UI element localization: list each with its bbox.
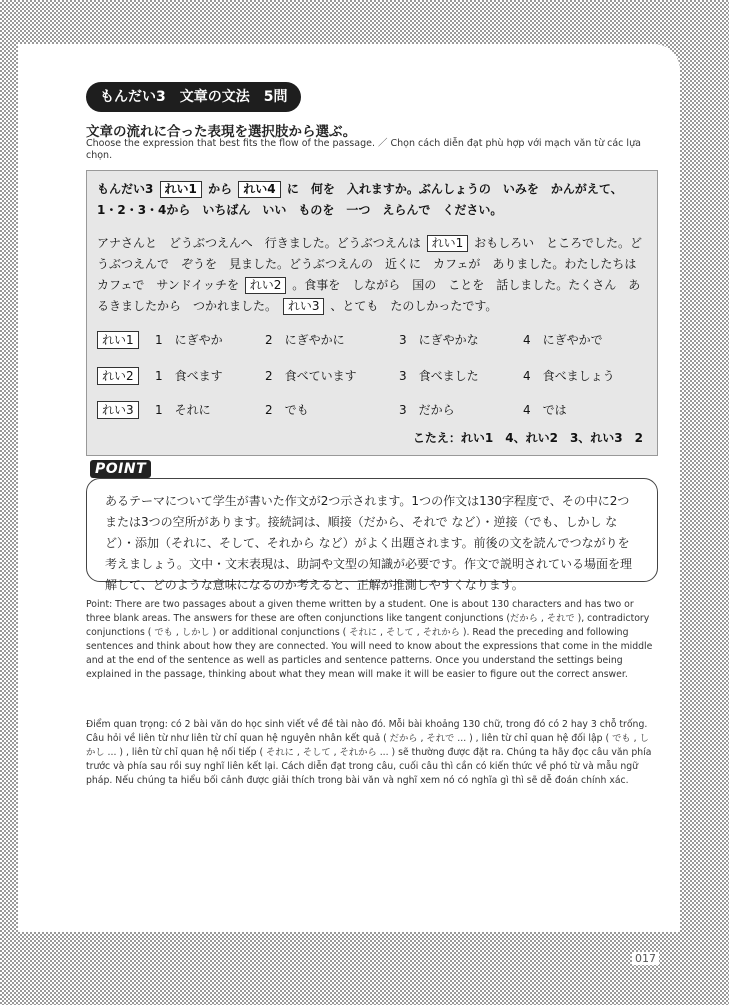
option-row-label: れい2: [97, 367, 139, 385]
instruction-japanese: 文章の流れに合った表現を選択肢から選ぶ。: [86, 124, 357, 140]
section-header: もんだい3 文章の文法 5問: [86, 82, 301, 112]
option-choice[interactable]: 1 それに: [155, 403, 211, 417]
option-row-label: れい1: [97, 331, 139, 349]
option-choice[interactable]: 4 では: [523, 403, 567, 417]
vietnamese-explanation: Điểm quan trọng: có 2 bài văn do học sinh viết về đề tài nào đó. Mỗi bài khoảng 130 chữ, trong đó có 2 hay 3 chỗ trống. Câu hỏi về liên từ như liên từ chỉ quan hệ nguyên nhân kết quả ( だから , それで ... ) , liên từ chỉ quan hệ đối lập ( でも , しかし ... ) , liên từ chỉ quan hệ nối tiếp ( それに , そして , それから ... ) sẽ thường được đặt ra. Chúng ta hãy đọc câu văn phía trước và phía sau rồi suy nghĩ liên kết lại. Cách diễn đạt trong câu, cuối câu thì cần có kiến thức về phó từ và mẫu ngữ pháp. Nếu chúng ta hiểu bối cảnh được giải thích trong bài văn và nghĩ xem nó có nghĩa gì thì sẽ dễ đoán chính xác.: [86, 719, 652, 786]
option-choice[interactable]: 3 にぎやかな: [399, 333, 479, 347]
option-choice[interactable]: 1 食べます: [155, 369, 223, 383]
instruction-english-vietnamese: Choose the expression that best fits the flow of the passage. ／ Chọn cách diễn đạt phù hợp với mạch văn từ các lựa chọn.: [86, 138, 641, 161]
passage-part-c: 。食事を しながら 国の ことを 話しました。たくさん あるきましたから つかれました。: [97, 278, 641, 313]
option-choice[interactable]: 4 食べましょう: [523, 369, 615, 383]
blank-label-1: れい1: [160, 181, 202, 198]
question-title-part-c: に 何を 入れますか。ぶんしょうの いみを かんがえて、: [286, 182, 623, 196]
page-number: 017: [632, 952, 659, 965]
option-choice[interactable]: 2 食べています: [265, 369, 357, 383]
english-explanation: Point: There are two passages about a given theme written by a student. One is about 130 characters and has two or three blank areas. The answers for these are often conjunctions like tangent conjunctions (だから , それで ), contradictory conjunctions ( でも , しかし ) or additional conjunctions ( それに , そして , それから ). Read the preceding and following sentences and think about how they are connected. You will need to know about the expressions that come in the middle and at the end of the sentence as well as particles and sentence patterns. Once you understand the settings being explained in the passage, thinking about what they mean will make it will be easier to figure out the correct answer.: [86, 599, 653, 680]
point-tag: POINT: [90, 460, 151, 478]
question-title: [97, 179, 647, 221]
passage-blank-3: れい3: [283, 298, 325, 315]
passage-part-d: 、とても たのしかったです。: [330, 299, 498, 313]
passage-part-a: アナさんと どうぶつえんへ 行きました。どうぶつえんは: [97, 236, 421, 250]
option-choice[interactable]: 3 食べました: [399, 369, 479, 383]
blank-label-4: れい4: [238, 181, 280, 198]
question-box: [86, 170, 658, 456]
passage-part-b: おもしろい ところでした。どうぶつえんで ぞうを 見ました。どうぶつえんの 近くに カフェが ありました。わたしたちは カフェで サンドイッチを: [97, 236, 649, 292]
point-text: あるテーマについて学生が書いた作文が2つ示されます。1つの作文は130字程度で、その中に2つまたは3つの空所があります。接続詞は、順接（だから、それで など）・逆接（でも、しかし など）・添加（それに、そして、それから など）がよく出題されます。前後の文を読んでつながりを考えましょう。文中・文末表現は、助詞や文型の知識が必要です。作文で説明されている場面を理解して、どのような意味になるのか考えると、正解が推測しやすくなります。: [105, 494, 633, 592]
question-title-part-b: から: [208, 182, 233, 196]
point-box: [86, 478, 658, 592]
option-choice[interactable]: 2 でも: [265, 403, 309, 417]
passage: [97, 233, 647, 317]
passage-blank-1: れい1: [427, 235, 469, 252]
option-choice[interactable]: 3 だから: [399, 403, 455, 417]
passage-blank-2: れい2: [245, 277, 287, 294]
option-choice[interactable]: 2 にぎやかに: [265, 333, 345, 347]
answer-key: こたえ：れい1 4、れい2 3、れい3 2: [412, 431, 643, 445]
question-title-line2: 1・2・3・4から いちばん いい ものを 一つ えらんで ください。: [97, 203, 503, 217]
option-choice[interactable]: 1 にぎやか: [155, 333, 223, 347]
option-row-label: れい3: [97, 401, 139, 419]
question-title-part-a: もんだい3: [97, 182, 154, 196]
option-choice[interactable]: 4 にぎやかで: [523, 333, 603, 347]
